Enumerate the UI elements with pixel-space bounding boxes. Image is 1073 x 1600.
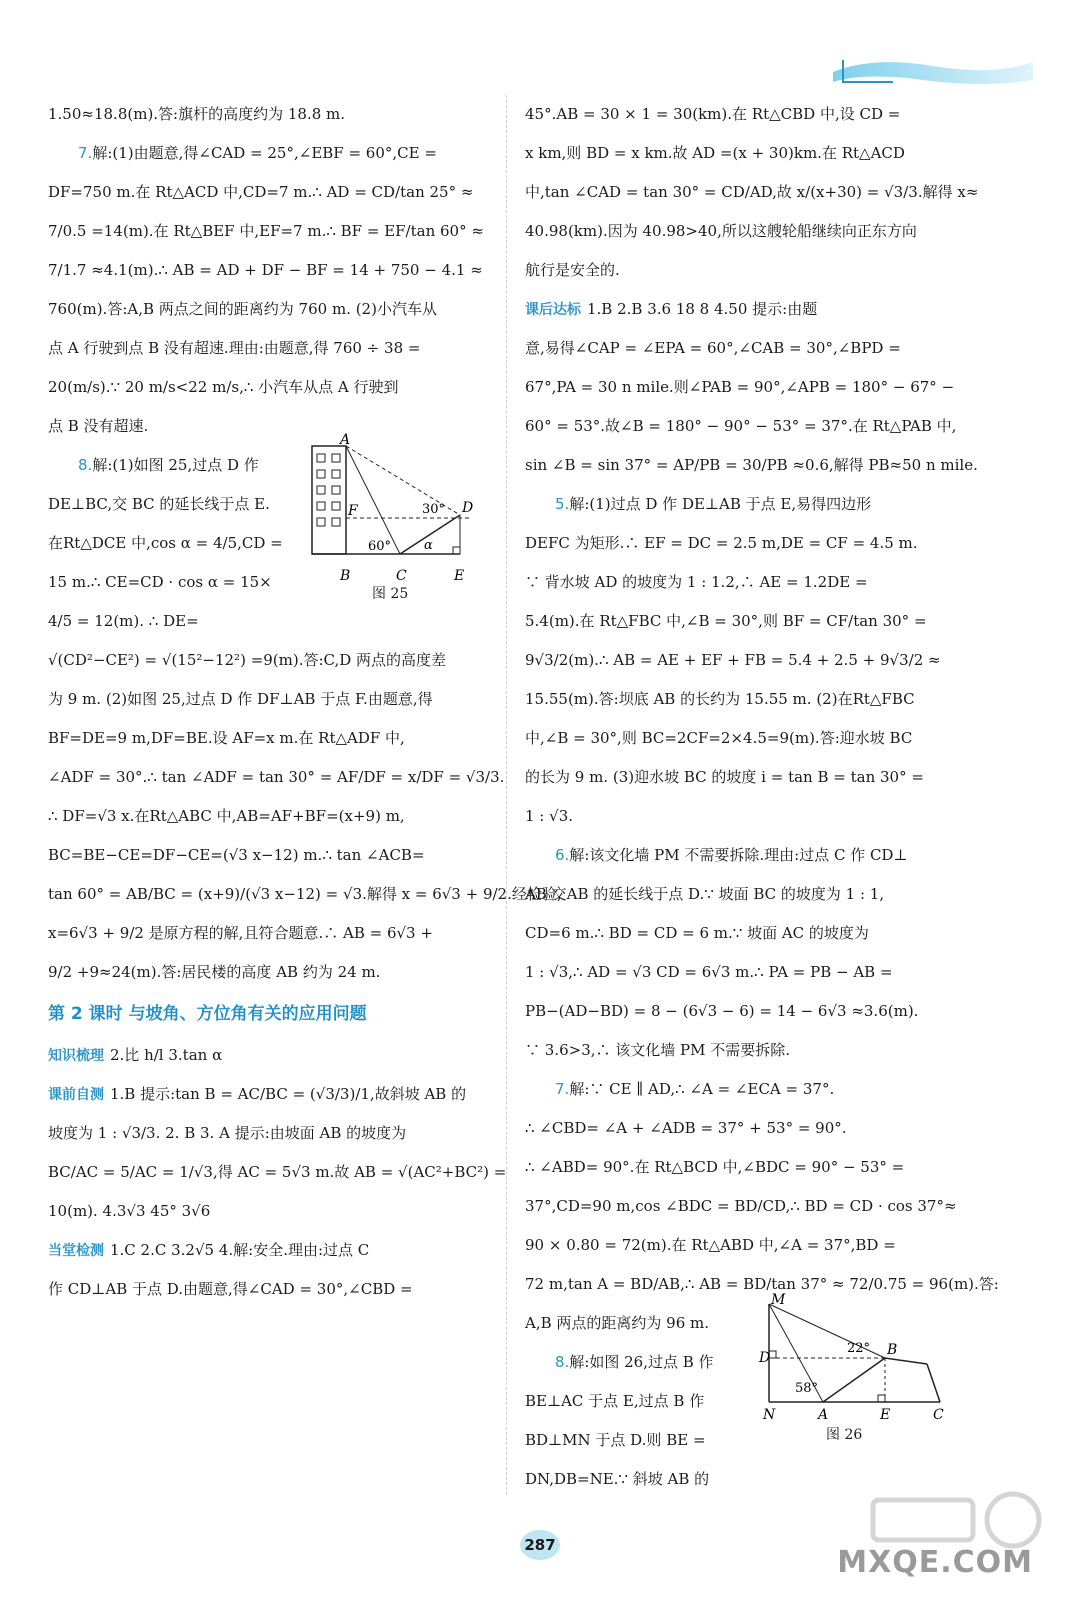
- text-line: 作 CD⊥AB 于点 D.由题意,得∠CAD = 30°,∠CBD =: [48, 1280, 413, 1298]
- fig26-label-m: M: [771, 1292, 786, 1308]
- text-line: 1.50≈18.8(m).答:旗杆的高度约为 18.8 m.: [48, 105, 346, 123]
- text-line: 7/1.7 ≈4.1(m).∴ AB = AD + DF − BF = 14 + 750 − 4.1 ≈: [48, 261, 483, 279]
- page-number: 287: [520, 1530, 560, 1560]
- tagged-line: [525, 290, 967, 329]
- question-line: [525, 836, 967, 875]
- fig25-label-b: B: [340, 568, 351, 584]
- question-line: [48, 446, 303, 485]
- question-number: 7.: [78, 144, 93, 162]
- fig25-label-e: E: [454, 568, 465, 584]
- section-title: 第 2 课时 与坡角、方位角有关的应用问题: [48, 1004, 367, 1024]
- line-text: 解:(1)过点 D 作 DE⊥AB 于点 E,易得四边形: [569, 495, 872, 513]
- fig26-label-d: D: [759, 1350, 771, 1366]
- text-line: 15 m.∴ CE=CD · cos α = 15×: [48, 573, 272, 591]
- column-divider: [506, 95, 507, 1495]
- fig26-label-n: N: [763, 1407, 776, 1423]
- text-line: A,B 两点的距离约为 96 m.: [525, 1314, 710, 1332]
- figure-25: [300, 432, 490, 582]
- section-tag: 当堂检测: [48, 1243, 104, 1259]
- right-column: [525, 95, 999, 1499]
- text-line: ∵ 背水坡 AD 的坡度为 1 : 1.2,∴ AE = 1.2DE =: [525, 573, 868, 591]
- question-number: 8.: [78, 456, 93, 474]
- text-line: CD=6 m.∴ BD = CD = 6 m.∵ 坡面 AC 的坡度为: [525, 924, 869, 942]
- fig25-label-c: C: [396, 568, 407, 584]
- text-line: 40.98(km).因为 40.98>40,所以这艘轮船继续向正东方向: [525, 222, 917, 240]
- fig26-angle-58: 58°: [795, 1381, 819, 1396]
- text-line: x km,则 BD = x km.故 AD =(x + 30)km.在 Rt△ACD: [525, 144, 905, 162]
- text-line: 15.55(m).答:坝底 AB 的长约为 15.55 m. (2)在Rt△FBC: [525, 690, 915, 708]
- fig25-label-f: F: [348, 503, 358, 519]
- section-tag: 课后达标: [525, 302, 581, 318]
- line-text: 1.B 2.B 3.6 18 8 4.50 提示:由题: [587, 300, 818, 318]
- text-line: 67°,PA = 30 n mile.则∠PAB = 90°,∠APB = 180° − 67° −: [525, 378, 955, 396]
- text-line: ∴ DF=√3 x.在Rt△ABC 中,AB=AF+BF=(x+9) m,: [48, 807, 405, 825]
- watermark-text: MXQE.COM: [837, 1545, 1033, 1580]
- text-line: 点 B 没有超速.: [48, 417, 149, 435]
- line-text: 1.B 提示:tan B = AC/BC = (√3/3)/1,故斜坡 AB 的: [110, 1085, 467, 1103]
- text-line: √(CD²−CE²) = √(15²−12²) =9(m).答:C,D 两点的高度差: [48, 651, 447, 669]
- question-line: [525, 485, 967, 524]
- text-line: 90 × 0.80 = 72(m).在 Rt△ABD 中,∠A = 37°,BD =: [525, 1236, 896, 1254]
- text-line: 为 9 m. (2)如图 25,过点 D 作 DF⊥AB 于点 F.由题意,得: [48, 690, 433, 708]
- question-number: 8.: [555, 1353, 570, 1371]
- fig26-label-a: A: [818, 1407, 829, 1423]
- text-line: 坡度为 1 : √3/3. 2. B 3. A 提示:由坡面 AB 的坡度为: [48, 1124, 407, 1142]
- text-line: DN,DB=NE.∵ 斜坡 AB 的: [525, 1470, 710, 1488]
- text-line: 9√3/2(m).∴ AB = AE + EF + FB = 5.4 + 2.5 + 9√3/2 ≈: [525, 651, 941, 669]
- question-number: 7.: [555, 1080, 570, 1098]
- text-line: 37°,CD=90 m,cos ∠BDC = BD/CD,∴ BD = CD · cos 37°≈: [525, 1197, 957, 1215]
- section-tag: 课前自测: [48, 1087, 104, 1103]
- fig25-angle-30: 30°: [422, 502, 446, 517]
- text-line: 在Rt△DCE 中,cos α = 4/5,CD =: [48, 534, 283, 552]
- line-text: 解:∵ CE ∥ AD,∴ ∠A = ∠ECA = 37°.: [569, 1080, 835, 1098]
- text-line: DE⊥BC,交 BC 的延长线于点 E.: [48, 495, 270, 513]
- figure-25-caption: 图 25: [372, 586, 409, 602]
- fig25-label-d: D: [462, 500, 474, 516]
- text-line: 中,∠B = 30°,则 BC=2CF=2×4.5=9(m).答:迎水坡 BC: [525, 729, 913, 747]
- line-text: 2.比 h/l 3.tan α: [110, 1046, 223, 1064]
- text-line: 60° = 53°.故∠B = 180° − 90° − 53° = 37°.在 Rt△PAB 中,: [525, 417, 957, 435]
- question-number: 5.: [555, 495, 570, 513]
- text-line: 1 : √3,∴ AD = √3 CD = 6√3 m.∴ PA = PB − AB =: [525, 963, 893, 981]
- fig25-angle-60: 60°: [368, 539, 392, 554]
- section-tag: 知识梳理: [48, 1048, 104, 1064]
- text-line: 760(m).答:A,B 两点之间的距离约为 760 m. (2)小汽车从: [48, 300, 437, 318]
- text-line: 中,tan ∠CAD = tan 30° = CD/AD,故 x/(x+30) = √3/3.解得 x≈: [525, 183, 979, 201]
- text-line: tan 60° = AB/BC = (x+9)/(√3 x−12) = √3.解得 x = 6√3 + 9/2.经检验,: [48, 885, 562, 903]
- figure-26-caption: 图 26: [826, 1427, 863, 1443]
- tagged-line: [48, 1075, 490, 1114]
- fig25-label-a: A: [340, 432, 351, 448]
- text-line: 9/2 +9≈24(m).答:居民楼的高度 AB 约为 24 m.: [48, 963, 381, 981]
- figure-26: [755, 1292, 955, 1422]
- text-line: BC=BE−CE=DF−CE=(√3 x−12) m.∴ tan ∠ACB=: [48, 846, 425, 864]
- question-number: 6.: [555, 846, 570, 864]
- tagged-line: [48, 1036, 490, 1075]
- text-line: BC/AC = 5/AC = 1/√3,得 AC = 5√3 m.故 AB = √(AC²+BC²) =: [48, 1163, 507, 1181]
- line-text: 解:(1)如图 25,过点 D 作: [92, 456, 259, 474]
- fig25-angle-alpha: α: [424, 538, 433, 553]
- text-line: 20(m/s).∵ 20 m/s<22 m/s,∴ 小汽车从点 A 行驶到: [48, 378, 399, 396]
- text-line: 1 : √3.: [525, 807, 574, 825]
- text-line: 72 m,tan A = BD/AB,∴ AB = BD/tan 37° ≈ 72/0.75 = 96(m).答:: [525, 1275, 999, 1293]
- text-line: 10(m). 4.3√3 45° 3√6: [48, 1202, 211, 1220]
- text-line: ∵ 3.6>3,∴ 该文化墙 PM 不需要拆除.: [525, 1041, 791, 1059]
- fig26-label-c: C: [933, 1407, 944, 1423]
- fig26-label-e: E: [880, 1407, 891, 1423]
- text-line: 45°.AB = 30 × 1 = 30(km).在 Rt△CBD 中,设 CD =: [525, 105, 901, 123]
- question-line: [48, 134, 490, 173]
- line-text: 解:该文化墙 PM 不需要拆除.理由:过点 C 作 CD⊥: [569, 846, 908, 864]
- text-line: 航行是安全的.: [525, 261, 620, 279]
- text-line: AB 交AB 的延长线于点 D.∵ 坡面 BC 的坡度为 1 : 1,: [525, 885, 885, 903]
- text-line: PB−(AD−BD) = 8 − (6√3 − 6) = 14 − 6√3 ≈3.6(m).: [525, 1002, 919, 1020]
- text-line: BD⊥MN 于点 D.则 BE =: [525, 1431, 706, 1449]
- tagged-line: [48, 1231, 490, 1270]
- text-line: DEFC 为矩形.∴ EF = DC = 2.5 m,DE = CF = 4.5 m.: [525, 534, 918, 552]
- text-line: ∴ ∠ABD= 90°.在 Rt△BCD 中,∠BDC = 90° − 53° =: [525, 1158, 905, 1176]
- line-text: 解:如图 26,过点 B 作: [569, 1353, 714, 1371]
- text-line: DF=750 m.在 Rt△ACD 中,CD=7 m.∴ AD = CD/tan 25° ≈: [48, 183, 474, 201]
- line-text: 解:(1)由题意,得∠CAD = 25°,∠EBF = 60°,CE =: [92, 144, 437, 162]
- fig26-label-b: B: [887, 1342, 898, 1358]
- text-line: 5.4(m).在 Rt△FBC 中,∠B = 30°,则 BF = CF/tan 30° =: [525, 612, 927, 630]
- text-line: BE⊥AC 于点 E,过点 B 作: [525, 1392, 705, 1410]
- text-line: 点 A 行驶到点 B 没有超速.理由:由题意,得 760 ÷ 38 =: [48, 339, 421, 357]
- text-line: sin ∠B = sin 37° = AP/PB = 30/PB ≈0.6,解得 PB≈50 n mile.: [525, 456, 978, 474]
- question-line: [525, 1070, 967, 1109]
- question-line: [525, 1343, 780, 1382]
- line-text: 1.C 2.C 3.2√5 4.解:安全.理由:过点 C: [110, 1241, 370, 1259]
- header-decoration: [833, 52, 1033, 94]
- text-line: 的长为 9 m. (3)迎水坡 BC 的坡度 i = tan B = tan 30° =: [525, 768, 924, 786]
- fig26-angle-22: 22°: [847, 1341, 871, 1356]
- text-line: 意,易得∠CAP = ∠EPA = 60°,∠CAB = 30°,∠BPD =: [525, 339, 901, 357]
- text-line: ∠ADF = 30°.∴ tan ∠ADF = tan 30° = AF/DF = x/DF = √3/3.: [48, 768, 505, 786]
- text-line: 4/5 = 12(m). ∴ DE=: [48, 612, 199, 630]
- text-line: ∴ ∠CBD= ∠A + ∠ADB = 37° + 53° = 90°.: [525, 1119, 847, 1137]
- text-line: x=6√3 + 9/2 是原方程的解,且符合题意.∴ AB = 6√3 +: [48, 924, 433, 942]
- text-line: BF=DE=9 m,DF=BE.设 AF=x m.在 Rt△ADF 中,: [48, 729, 405, 747]
- text-line: 7/0.5 =14(m).在 Rt△BEF 中,EF=7 m.∴ BF = EF/tan 60° ≈: [48, 222, 484, 240]
